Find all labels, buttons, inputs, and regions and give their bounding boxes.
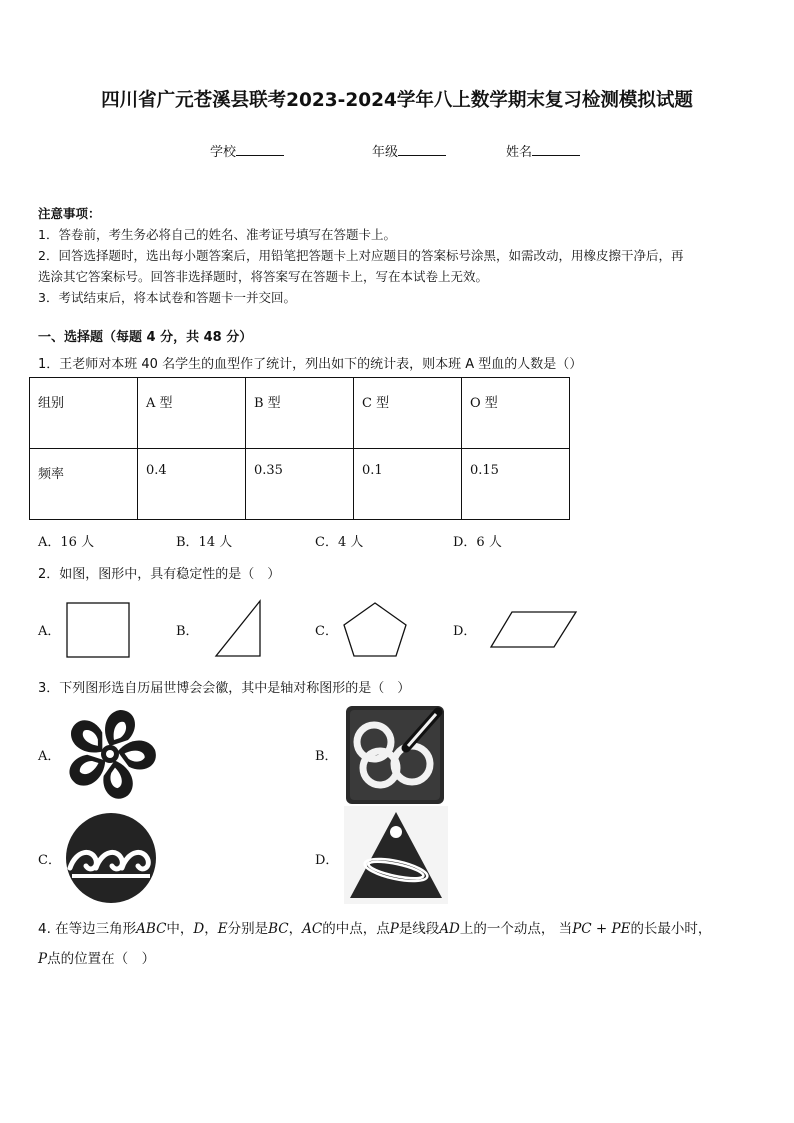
q4-var: AC: [302, 921, 323, 937]
q4-text: 上的一个动点， 当: [459, 921, 573, 937]
q4-text: ，: [204, 921, 218, 937]
q4-var: P: [389, 921, 399, 937]
pyramid-emblem-image: [344, 806, 448, 904]
q2-label-b: B．: [176, 624, 199, 639]
q4-var: E: [217, 921, 228, 937]
table-cell: A 型: [138, 378, 246, 449]
q1-option-b: B．14 人: [176, 535, 233, 550]
q3-label-c: C．: [38, 853, 61, 868]
section-heading: 一、选择题（每题 4 分，共 48 分）: [38, 330, 253, 345]
q2-label-c: C．: [315, 624, 338, 639]
flower-emblem-image: [62, 706, 158, 802]
table-row: [30, 449, 570, 520]
table-cell: 0.1: [354, 449, 462, 520]
note-item: 3．考试结束后，将本试卷和答题卡一并交回。: [38, 290, 296, 305]
q4-text: 分别是: [227, 921, 269, 937]
q4-var: PC + PE: [572, 921, 631, 937]
table-cell: 0.15: [462, 449, 570, 520]
grade-blank: [398, 143, 446, 156]
grade-field: [372, 141, 446, 160]
table-cell: O 型: [462, 378, 570, 449]
name-label: 姓名: [506, 145, 533, 160]
question-4-stem: [38, 914, 768, 974]
page-title: 四川省广元苍溪县联考2023-2024学年八上数学期末复习检测模拟试题: [101, 90, 693, 111]
school-field: [210, 141, 284, 160]
note-item: 选涂其它答案标号。回答非选择题时，将答案写在答题卡上，写在本试卷上无效。: [38, 269, 489, 284]
q4-var: ABC: [136, 921, 167, 937]
notes-block: [38, 203, 768, 308]
table-cell: 组别: [30, 378, 138, 449]
q4-text: 是线段: [398, 921, 440, 937]
notes-heading: 注意事项：: [38, 206, 101, 221]
table-cell: 0.4: [138, 449, 246, 520]
question-1-stem: 1．王老师对本班 40 名学生的血型作了统计，列出如下的统计表，则本班 A 型血的人数是（）: [38, 357, 583, 372]
q3-label-a: A．: [38, 749, 61, 764]
q4-text: 的长最小时，: [630, 921, 712, 937]
rings-emblem-image: [340, 702, 448, 808]
note-item: 1．答卷前，考生务必将自己的姓名、准考证号填写在答题卡上。: [38, 227, 396, 242]
blood-type-table: [29, 377, 570, 520]
grade-label: 年级: [372, 145, 399, 160]
square-figure: [64, 601, 132, 659]
q2-label-a: A．: [38, 624, 61, 639]
school-label: 学校: [210, 145, 237, 160]
question-3-stem: 3．下列图形选自历届世博会会徽，其中是轴对称图形的是（ ）: [38, 681, 411, 696]
note-item: 2．回答选择题时，选出每小题答案后，用铅笔把答题卡上对应题目的答案标号涂黑，如需改动，用橡皮擦干净后，再: [38, 248, 684, 263]
q2-label-d: D．: [453, 624, 477, 639]
table-cell: C 型: [354, 378, 462, 449]
table-cell: B 型: [246, 378, 354, 449]
q4-var: AD: [439, 921, 460, 937]
school-blank: [236, 143, 284, 156]
q1-option-c: C．4 人: [315, 535, 364, 550]
q1-option-a: A．16 人: [38, 535, 95, 550]
q1-option-d: D．6 人: [453, 535, 502, 550]
question-2-stem: 2．如图，图形中，具有稳定性的是（ ）: [38, 567, 281, 582]
table-cell: 0.35: [246, 449, 354, 520]
q3-label-b: B．: [315, 749, 338, 764]
name-field: [506, 141, 580, 160]
q4-var: P: [38, 951, 48, 967]
waves-emblem-image: [62, 810, 160, 906]
table-cell: 频率: [30, 449, 138, 520]
pentagon-figure: [340, 599, 410, 659]
table-row: [30, 378, 570, 449]
q4-text: 中，: [166, 921, 194, 937]
q4-var: D: [193, 921, 205, 937]
q4-text: 点的位置在（ ）: [47, 951, 156, 967]
q4-text: 4. 在等边三角形: [38, 921, 137, 937]
q4-text: ，: [288, 921, 303, 937]
parallelogram-figure: [488, 608, 580, 652]
q4-var: BC: [268, 921, 289, 937]
triangle-figure: [212, 598, 264, 660]
q4-text: 的中点，点: [322, 921, 390, 937]
name-blank: [532, 143, 580, 156]
q3-label-d: D．: [315, 853, 339, 868]
